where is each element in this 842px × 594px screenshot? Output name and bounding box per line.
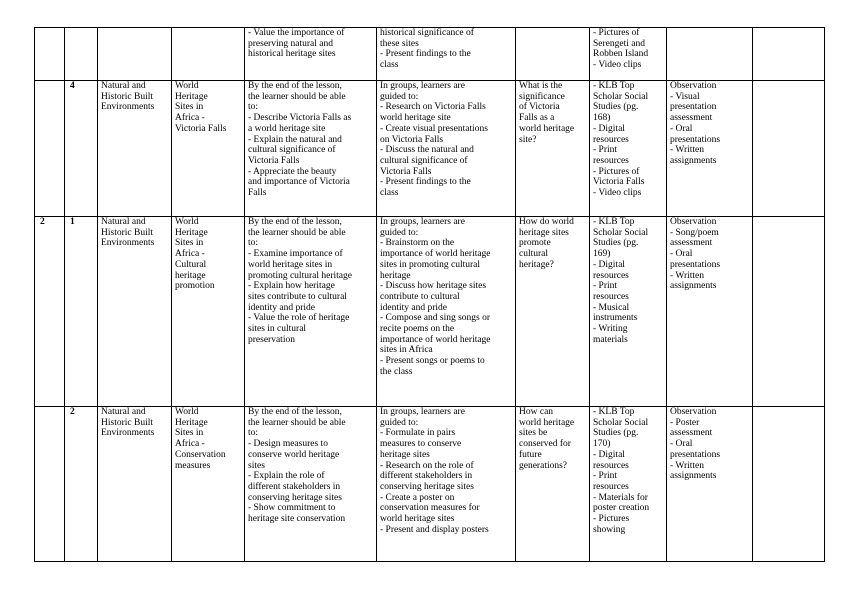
learning-experiences-cell xyxy=(377,407,516,562)
cell-text-line: Environments xyxy=(101,238,155,249)
week-cell xyxy=(35,28,65,81)
cell-text-line: By the end of the lesson, xyxy=(248,407,342,417)
cell-text-line: - Present and display posters xyxy=(380,524,489,535)
cell-text-line: Victoria Falls xyxy=(593,177,645,188)
lesson-cell xyxy=(65,28,98,81)
cell-text-line: - Pictures of xyxy=(593,28,640,38)
cell-text-line: cultural xyxy=(519,249,549,260)
cell-text-line: - Visual xyxy=(670,91,700,102)
cell-text-line: - Formulate in pairs xyxy=(380,428,456,439)
cell-text-line: - KLB Top xyxy=(593,407,635,417)
cell-text-line: - Research on the role of xyxy=(380,460,474,471)
cell-text-line: How do world xyxy=(519,217,574,227)
cell-text-line: - Describe Victoria Falls as xyxy=(248,113,352,124)
cell-text-line: assessment xyxy=(670,238,713,249)
cell-text-line: to: xyxy=(248,238,259,249)
lesson-cell: 4 xyxy=(65,81,98,217)
cell-text-line: promotion xyxy=(175,281,215,292)
learning-experiences-cell xyxy=(377,28,516,81)
cell-text-line: Africa - xyxy=(175,249,205,260)
cell-text-line: resources xyxy=(593,134,629,145)
assessment-methods-cell xyxy=(667,217,753,407)
cell-text-line: presentations xyxy=(670,134,721,145)
cell-text-line: future xyxy=(519,449,542,460)
week-cell xyxy=(35,81,65,217)
cell-text-line: a world heritage site xyxy=(248,123,326,134)
cell-text-line: Natural and xyxy=(101,407,146,417)
cell-text-line: Historic Built xyxy=(101,417,153,428)
cell-text-line: Africa - xyxy=(175,439,205,450)
cell-text-line: promoting cultural heritage xyxy=(248,270,352,281)
cell-text-line: the learner should be able xyxy=(248,91,346,102)
scheme-of-work-table xyxy=(34,27,825,562)
cell-text-line: conserve world heritage xyxy=(248,449,340,460)
cell-text-line: Victoria Falls xyxy=(248,155,300,166)
cell-text-line: - Present findings to the xyxy=(380,177,471,188)
cell-text-line: Heritage xyxy=(175,417,208,428)
remarks-cell xyxy=(753,217,825,407)
cell-text-line: - Digital xyxy=(593,449,625,460)
cell-text-line: guided to: xyxy=(380,91,419,102)
learning-resources-cell xyxy=(590,407,667,562)
cell-text-line: generations? xyxy=(519,460,568,471)
cell-text-line: - Materials for xyxy=(593,492,648,503)
cell-text-line: World xyxy=(175,81,199,91)
strand-cell xyxy=(98,407,172,562)
strand-cell xyxy=(98,81,172,217)
cell-text-line: Observation xyxy=(670,81,717,91)
learning-experiences-cell xyxy=(377,81,516,217)
cell-text-line: By the end of the lesson, xyxy=(248,217,342,227)
cell-text-line: resources xyxy=(593,155,629,166)
cell-text-line: Africa - xyxy=(175,113,205,124)
cell-text-line: instruments xyxy=(593,313,638,324)
cell-text-line: Studies (pg. xyxy=(593,428,639,439)
learning-resources-cell xyxy=(590,217,667,407)
cell-text-line: Studies (pg. xyxy=(593,102,639,113)
cell-text-line: By the end of the lesson, xyxy=(248,81,342,91)
cell-text-line: the class xyxy=(380,366,413,377)
cell-text-line: poster creation xyxy=(593,503,650,514)
table-row xyxy=(35,217,825,407)
cell-text-line: preserving natural and xyxy=(248,38,333,49)
cell-text-line: - Oral xyxy=(670,439,693,450)
cell-text-line: world heritage sites in xyxy=(248,259,333,270)
assessment-methods-cell xyxy=(667,81,753,217)
cell-text-line: sites be xyxy=(519,428,548,439)
key-inquiry-question-cell xyxy=(516,81,590,217)
cell-text-line: to: xyxy=(248,102,259,113)
cell-text-line: - Written xyxy=(670,460,705,471)
cell-text-line: Environments xyxy=(101,428,155,439)
cell-text-line: 170) xyxy=(593,439,611,450)
cell-text-line: recite poems on the xyxy=(380,324,455,335)
cell-text-line: world heritage site xyxy=(380,113,451,124)
cell-text-line: - Examine importance of xyxy=(248,249,343,260)
cell-text-line: - Written xyxy=(670,270,705,281)
cell-text-line: Environments xyxy=(101,102,155,113)
cell-text-line: Historic Built xyxy=(101,91,153,102)
assessment-methods-cell xyxy=(667,28,753,81)
cell-text-line: assignments xyxy=(670,471,717,482)
cell-text-line: - Pictures xyxy=(593,514,630,525)
cell-text-line: heritage xyxy=(175,270,206,281)
cell-text-line: Studies (pg. xyxy=(593,238,639,249)
cell-text-line: sites in Africa xyxy=(380,345,433,356)
learning-outcomes-cell xyxy=(245,81,377,217)
cell-text-line: - Explain the role of xyxy=(248,471,325,482)
cell-text-line: preservation xyxy=(248,334,295,345)
cell-text-line: sites in cultural xyxy=(248,324,307,335)
cell-text-line: - Writing xyxy=(593,324,628,335)
cell-text-line: - Present songs or poems to xyxy=(380,356,485,367)
cell-text-line: assignments xyxy=(670,155,717,166)
cell-text-line: - Present findings to the xyxy=(380,49,471,60)
cell-text-line: identity and pride xyxy=(380,302,448,313)
cell-text-line: different stakeholders in xyxy=(380,471,473,482)
cell-text-line: promote xyxy=(519,238,551,249)
cell-text-line: world heritage sites xyxy=(380,514,455,525)
cell-text-line: heritage sites xyxy=(380,449,430,460)
remarks-cell xyxy=(753,407,825,562)
strand-cell xyxy=(98,217,172,407)
cell-text-line: - Appreciate the beauty xyxy=(248,166,337,177)
sub-strand-cell xyxy=(172,81,245,217)
cell-text-line: Heritage xyxy=(175,91,208,102)
learning-experiences-cell xyxy=(377,217,516,407)
cell-text-line: conservation measures for xyxy=(380,503,480,514)
cell-text-line: resources xyxy=(593,291,629,302)
cell-text-line: - KLB Top xyxy=(593,81,635,91)
cell-text-line: Sites in xyxy=(175,238,204,249)
cell-text-line: assignments xyxy=(670,281,717,292)
cell-text-line: World xyxy=(175,407,199,417)
cell-text-line: heritage sites xyxy=(519,227,569,238)
cell-text-line: showing xyxy=(593,524,626,535)
cell-text-line: significance xyxy=(519,91,565,102)
cell-text-line: - Discuss the natural and xyxy=(380,145,474,156)
cell-text-line: measures xyxy=(175,460,211,471)
cell-text-line: heritage site conservation xyxy=(248,514,346,525)
cell-text-line: the learner should be able xyxy=(248,227,346,238)
learning-outcomes-cell xyxy=(245,217,377,407)
cell-text-line: Scholar Social xyxy=(593,91,649,102)
cell-text-line: - Written xyxy=(670,145,705,156)
cell-text-line: presentations xyxy=(670,449,721,460)
assessment-methods-cell xyxy=(667,407,753,562)
cell-text-line: - Oral xyxy=(670,249,693,260)
learning-resources-cell xyxy=(590,28,667,81)
cell-text-line: Scholar Social xyxy=(593,417,649,428)
cell-text-line: heritage xyxy=(380,270,411,281)
cell-text-line: - Oral xyxy=(670,123,693,134)
cell-text-line: - Print xyxy=(593,281,618,292)
cell-text-line: - Compose and sing songs or xyxy=(380,313,491,324)
cell-text-line: sites in promoting cultural xyxy=(380,259,481,270)
lesson-cell: 1 xyxy=(65,217,98,407)
cell-text-line: - Create a poster on xyxy=(380,492,455,503)
cell-text-line: - Show commitment to xyxy=(248,503,336,514)
lesson-cell: 2 xyxy=(65,407,98,562)
cell-text-line: - Poster xyxy=(670,417,700,428)
cell-text-line: - Song/poem xyxy=(670,227,719,238)
cell-text-line: measures to conserve xyxy=(380,439,462,450)
cell-text-line: - Video clips xyxy=(593,188,642,199)
cell-text-line: guided to: xyxy=(380,227,419,238)
cell-text-line: and importance of Victoria xyxy=(248,177,350,188)
cell-text-line: to: xyxy=(248,428,259,439)
cell-text-line: world heritage xyxy=(519,123,575,134)
cell-text-line: - Digital xyxy=(593,123,625,134)
learning-resources-cell xyxy=(590,81,667,217)
cell-text-line: Cultural xyxy=(175,259,207,270)
cell-text-line: Natural and xyxy=(101,217,146,227)
cell-text-line: guided to: xyxy=(380,417,419,428)
cell-text-line: class xyxy=(380,188,399,199)
cell-text-line: identity and pride xyxy=(248,302,316,313)
cell-text-line: - Pictures of xyxy=(593,166,640,177)
cell-text-line: world heritage xyxy=(519,417,575,428)
cell-text-line: Historic Built xyxy=(101,227,153,238)
cell-text-line: Observation xyxy=(670,407,717,417)
key-inquiry-question-cell xyxy=(516,217,590,407)
cell-text-line: sites xyxy=(248,460,265,471)
cell-text-line: site? xyxy=(519,134,537,145)
cell-text-line: Sites in xyxy=(175,102,204,113)
cell-text-line: In groups, learners are xyxy=(380,407,465,417)
cell-text-line: historical significance of xyxy=(380,28,474,38)
week-cell xyxy=(35,407,65,562)
cell-text-line: Natural and xyxy=(101,81,146,91)
cell-text-line: conserving heritage sites xyxy=(380,481,474,492)
table-row xyxy=(35,28,825,81)
remarks-cell xyxy=(753,81,825,217)
cell-text-line: presentation xyxy=(670,102,717,113)
cell-text-line: - Digital xyxy=(593,259,625,270)
key-inquiry-question-cell xyxy=(516,28,590,81)
sub-strand-cell xyxy=(172,407,245,562)
cell-text-line: cultural significance of xyxy=(380,155,468,166)
sub-strand-cell xyxy=(172,217,245,407)
week-cell: 2 xyxy=(35,217,65,407)
sub-strand-cell xyxy=(172,28,245,81)
cell-text-line: resources xyxy=(593,270,629,281)
cell-text-line: - Print xyxy=(593,471,618,482)
strand-cell xyxy=(98,28,172,81)
cell-text-line: importance of world heritage xyxy=(380,334,491,345)
cell-text-line: - Explain how heritage xyxy=(248,281,335,292)
key-inquiry-question-cell xyxy=(516,407,590,562)
cell-text-line: on Victoria Falls xyxy=(380,134,444,145)
cell-text-line: cultural significance of xyxy=(248,145,336,156)
learning-outcomes-cell xyxy=(245,407,377,562)
cell-text-line: - Print xyxy=(593,145,618,156)
cell-text-line: materials xyxy=(593,334,628,345)
cell-text-line: - Musical xyxy=(593,302,630,313)
cell-text-line: historical heritage sites xyxy=(248,49,336,60)
cell-text-line: World xyxy=(175,217,199,227)
cell-text-line: class xyxy=(380,60,399,71)
cell-text-line: - Value the role of heritage xyxy=(248,313,350,324)
cell-text-line: - Explain the natural and xyxy=(248,134,342,145)
remarks-cell xyxy=(753,28,825,81)
table-row xyxy=(35,407,825,562)
cell-text-line: different stakeholders in xyxy=(248,481,341,492)
cell-text-line: How can xyxy=(519,407,554,417)
cell-text-line: Falls as a xyxy=(519,113,555,124)
cell-text-line: - Brainstorm on the xyxy=(380,238,455,249)
cell-text-line: presentations xyxy=(670,259,721,270)
cell-text-line: sites contribute to cultural xyxy=(248,291,347,302)
scheme-of-work-page xyxy=(34,27,825,562)
cell-text-line: Falls xyxy=(248,188,267,199)
cell-text-line: 169) xyxy=(593,249,611,260)
cell-text-line: of Victoria xyxy=(519,102,560,113)
cell-text-line: contribute to cultural xyxy=(380,291,460,302)
cell-text-line: - Discuss how heritage sites xyxy=(380,281,487,292)
cell-text-line: - Research on Victoria Falls xyxy=(380,102,486,113)
cell-text-line: assessment xyxy=(670,428,713,439)
learning-outcomes-cell xyxy=(245,28,377,81)
cell-text-line: In groups, learners are xyxy=(380,81,465,91)
cell-text-line: 168) xyxy=(593,113,611,124)
cell-text-line: Conservation xyxy=(175,449,226,460)
cell-text-line: Victoria Falls xyxy=(380,166,432,177)
cell-text-line: conserving heritage sites xyxy=(248,492,342,503)
cell-text-line: - Value the importance of xyxy=(248,28,345,38)
cell-text-line: Robben Island xyxy=(593,49,649,60)
cell-text-line: these sites xyxy=(380,38,419,49)
cell-text-line: - KLB Top xyxy=(593,217,635,227)
table-row xyxy=(35,81,825,217)
cell-text-line: Observation xyxy=(670,217,717,227)
cell-text-line: importance of world heritage xyxy=(380,249,491,260)
cell-text-line: Scholar Social xyxy=(593,227,649,238)
cell-text-line: conserved for xyxy=(519,439,571,450)
cell-text-line: In groups, learners are xyxy=(380,217,465,227)
cell-text-line: Sites in xyxy=(175,428,204,439)
cell-text-line: What is the xyxy=(519,81,563,91)
cell-text-line: Serengeti and xyxy=(593,38,645,49)
cell-text-line: - Create visual presentations xyxy=(380,123,488,134)
cell-text-line: resources xyxy=(593,481,629,492)
cell-text-line: Victoria Falls xyxy=(175,123,227,134)
cell-text-line: - Design measures to xyxy=(248,439,328,450)
cell-text-line: resources xyxy=(593,460,629,471)
cell-text-line: the learner should be able xyxy=(248,417,346,428)
cell-text-line: - Video clips xyxy=(593,60,642,71)
cell-text-line: Heritage xyxy=(175,227,208,238)
cell-text-line: heritage? xyxy=(519,259,554,270)
cell-text-line: assessment xyxy=(670,113,713,124)
